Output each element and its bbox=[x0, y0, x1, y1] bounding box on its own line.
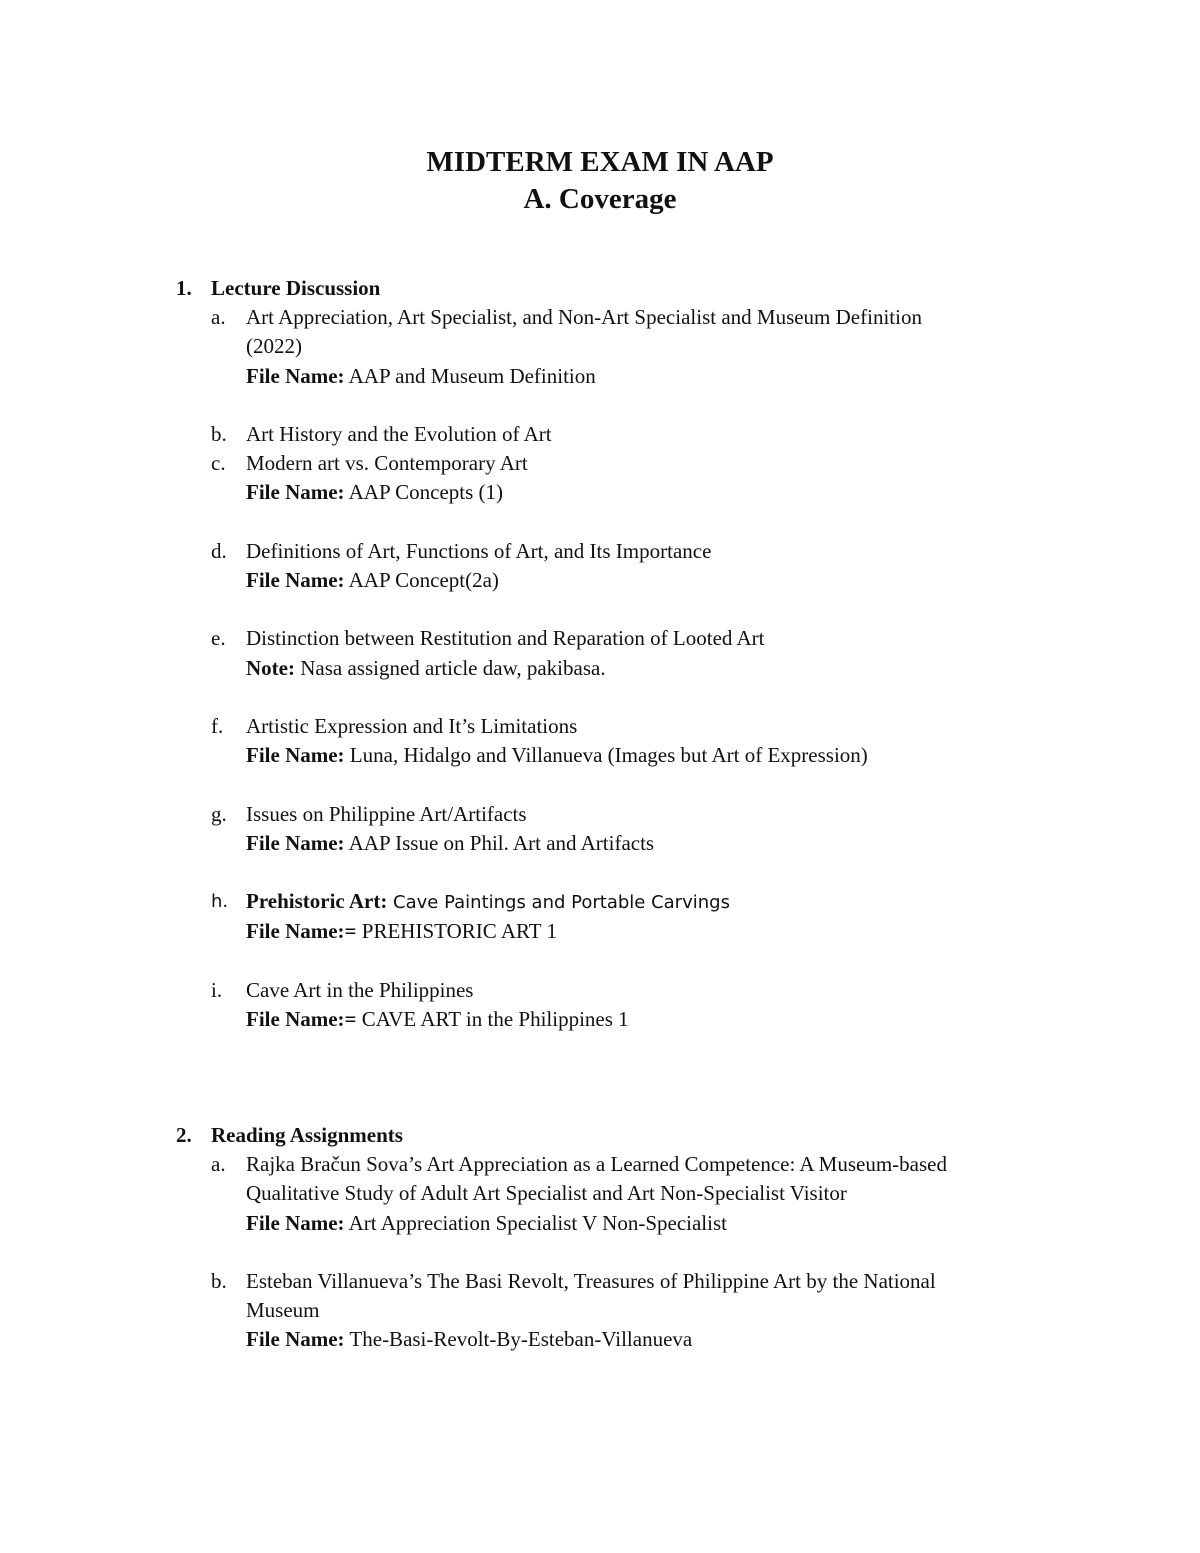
section-title: Lecture Discussion bbox=[211, 276, 381, 300]
file-name-label: File Name:= bbox=[246, 919, 357, 944]
item-title: Issues on Philippine Art/Artifacts bbox=[246, 801, 527, 826]
file-name-line bbox=[246, 362, 1096, 391]
list-item-h bbox=[176, 887, 1096, 947]
file-name-line bbox=[246, 741, 1096, 770]
list-item-i bbox=[176, 976, 1096, 1035]
file-name-value: Luna, Hidalgo and Villanueva (Images but Art of Expression) bbox=[344, 743, 868, 768]
section-number: 1. bbox=[176, 276, 192, 300]
item-title-line2: Qualitative Study of Adult Art Specialist and Art Non-Specialist Visitor bbox=[246, 1181, 847, 1206]
section-heading bbox=[176, 273, 1096, 303]
note-value: Nasa assigned article daw, pakibasa. bbox=[294, 655, 606, 680]
list-item-a bbox=[176, 303, 1096, 391]
item-letter: f. bbox=[211, 713, 224, 738]
item-title-line2: Museum bbox=[246, 1298, 320, 1323]
item-title-line1: Rajka Bračun Sova’s Art Appreciation as a Learned Competence: A Museum-based bbox=[246, 1152, 947, 1176]
note-label: Note: bbox=[246, 655, 295, 680]
item-letter: b. bbox=[211, 1268, 227, 1293]
file-name-line bbox=[246, 566, 1096, 595]
section-number: 2. bbox=[176, 1123, 192, 1147]
file-name-value: AAP and Museum Definition bbox=[344, 363, 596, 388]
file-name-value: Art Appreciation Specialist V Non-Specialist bbox=[344, 1210, 727, 1235]
list-item-d bbox=[176, 537, 1096, 596]
file-name-value: AAP Issue on Phil. Art and Artifacts bbox=[344, 830, 655, 855]
item-title-bold: Prehistoric Art: bbox=[246, 889, 388, 914]
section-lecture-discussion bbox=[176, 273, 1096, 1034]
section-title: Reading Assignments bbox=[211, 1123, 403, 1147]
item-title: Definitions of Art, Functions of Art, and Its Importance bbox=[246, 538, 712, 563]
file-name-value: PREHISTORIC ART 1 bbox=[356, 919, 557, 944]
list-item-g bbox=[176, 800, 1096, 859]
item-letter: h. bbox=[211, 891, 229, 913]
file-name-line bbox=[246, 829, 1096, 858]
item-title-rest: Cave Paintings and Portable Carvings bbox=[387, 892, 730, 914]
file-name-label: File Name: bbox=[246, 363, 345, 388]
item-letter: i. bbox=[211, 977, 223, 1002]
file-name-label: File Name: bbox=[246, 1210, 345, 1235]
list-item-e bbox=[176, 624, 1096, 683]
file-name-line bbox=[246, 1005, 1096, 1034]
list-item-b bbox=[176, 420, 1096, 449]
list-item-a bbox=[176, 1150, 1096, 1238]
item-title-line1: Esteban Villanueva’s The Basi Revolt, Treasures of Philippine Art by the National bbox=[246, 1268, 936, 1293]
list-item-c bbox=[176, 449, 1096, 508]
file-name-line bbox=[246, 478, 1096, 507]
file-name-label: File Name: bbox=[246, 743, 345, 768]
section-heading bbox=[176, 1120, 1096, 1150]
file-name-value: AAP Concept(2a) bbox=[344, 568, 499, 593]
file-name-label: File Name:= bbox=[246, 1007, 357, 1032]
file-name-label: File Name: bbox=[246, 480, 345, 505]
item-letter: b. bbox=[211, 421, 227, 446]
file-name-line bbox=[246, 1325, 1096, 1354]
list-item-f bbox=[176, 712, 1096, 771]
document-subtitle: A. Coverage bbox=[523, 183, 677, 215]
document-title: MIDTERM EXAM IN AAP bbox=[426, 146, 774, 178]
item-title: Art History and the Evolution of Art bbox=[246, 421, 552, 446]
item-title: Modern art vs. Contemporary Art bbox=[246, 451, 528, 476]
item-letter: d. bbox=[211, 538, 227, 563]
item-title: Distinction between Restitution and Reparation of Looted Art bbox=[246, 626, 765, 651]
item-title-line2: (2022) bbox=[246, 334, 302, 359]
item-title: Cave Art in the Philippines bbox=[246, 977, 474, 1002]
section-reading-assignments bbox=[176, 1120, 1096, 1355]
file-name-line bbox=[246, 1209, 1096, 1238]
file-name-line bbox=[246, 917, 1096, 946]
item-letter: c. bbox=[211, 451, 226, 476]
note-line bbox=[246, 654, 1096, 683]
item-title: Artistic Expression and It’s Limitations bbox=[246, 713, 578, 738]
file-name-label: File Name: bbox=[246, 1327, 345, 1352]
file-name-label: File Name: bbox=[246, 830, 345, 855]
item-letter: a. bbox=[211, 1152, 226, 1176]
item-title bbox=[246, 887, 1096, 917]
file-name-value: AAP Concepts (1) bbox=[344, 480, 504, 505]
item-letter: a. bbox=[211, 305, 226, 329]
item-letter: g. bbox=[211, 801, 227, 826]
item-title-line1: Art Appreciation, Art Specialist, and Non-Art Specialist and Museum Definition bbox=[246, 305, 922, 329]
file-name-value: The-Basi-Revolt-By-Esteban-Villanueva bbox=[344, 1327, 693, 1352]
item-letter: e. bbox=[211, 626, 226, 651]
file-name-value: CAVE ART in the Philippines 1 bbox=[356, 1007, 629, 1032]
list-item-b bbox=[176, 1267, 1096, 1355]
file-name-label: File Name: bbox=[246, 568, 345, 593]
